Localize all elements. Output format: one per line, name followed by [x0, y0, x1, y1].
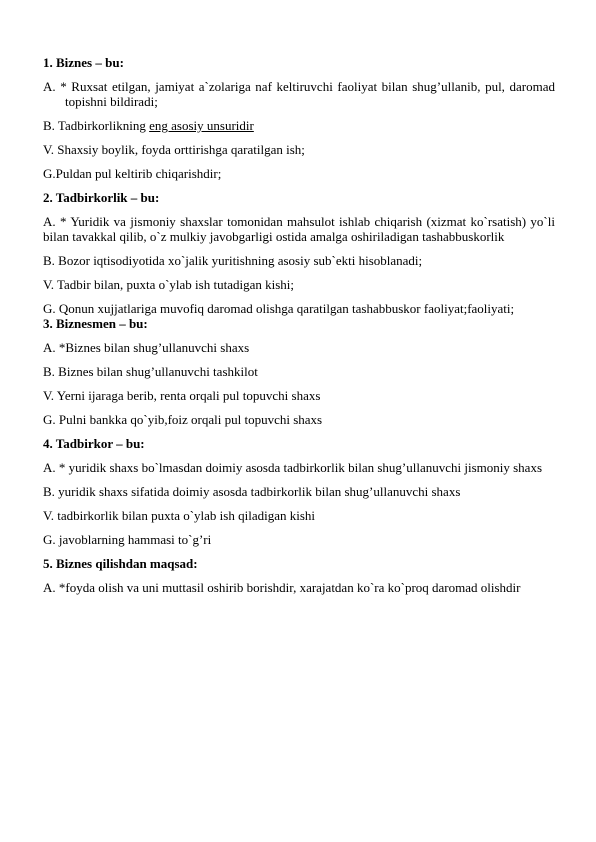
question-1-option-g: G.Puldan pul keltirib chiqarishdir;	[43, 166, 222, 181]
question-5-option-a: A. *foyda olish va uni muttasil oshirib borishdir, xarajatdan ko`ra ko`proq daromad olishdir	[43, 580, 521, 595]
question-3-option-a: A. *Biznes bilan shug’ullanuvchi shaxs	[43, 340, 250, 355]
question-1-option-a-text: A. * Ruxsat etilgan, jamiyat a`zolariga naf keltiruvchi faoliyat bilan shug’ullanib, pul, daromad	[43, 79, 555, 94]
question-3-option-b: B. Biznes bilan shug’ullanuvchi tashkilot	[43, 364, 258, 379]
question-2-title: 2. Tadbirkorlik – bu:	[43, 190, 160, 205]
question-2-option-v: V. Tadbir bilan, puxta o`ylab ish tutadigan kishi;	[43, 277, 294, 292]
question-3-option-v: V. Yerni ijaraga berib, renta orqali pul topuvchi shaxs	[43, 388, 321, 403]
question-1-option-a	[43, 79, 555, 109]
question-4-option-a: A. * yuridik shaxs bo`lmasdan doimiy asosda tadbirkorlik bilan shug’ullanuvchi jismoniy shaxs	[43, 460, 543, 475]
question-2-option-a: A. * Yuridik va jismoniy shaxslar tomonidan mahsulot ishlab chiqarish (xizmat ko`rsatish) yo`li bilan tavakkal qilib, o`z mulkiy javobgarligi ostida amalga oshiriladigan tashabbuskorlik	[43, 214, 555, 244]
question-4-option-b: B. yuridik shaxs sifatida doimiy asosda tadbirkorlik bilan shug’ullanuvchi shaxs	[43, 484, 461, 499]
question-5-title: 5. Biznes qilishdan maqsad:	[43, 556, 198, 571]
document-page	[43, 55, 555, 604]
question-1-option-v: V. Shaxsiy boylik, foyda orttirishga qaratilgan ish;	[43, 142, 305, 157]
question-4-title: 4. Tadbirkor – bu:	[43, 436, 145, 451]
question-4-option-g: G. javoblarning hammasi to`g’ri	[43, 532, 212, 547]
question-3-option-g: G. Pulni bankka qo`yib,foiz orqali pul topuvchi shaxs	[43, 412, 323, 427]
question-1-option-b-underlined: eng asosiy unsuridir	[149, 118, 254, 133]
question-2-option-g: G. Qonun xujjatlariga muvofiq daromad olishga qaratilgan tashabbuskor faoliyat;faoliyati;	[43, 301, 515, 316]
question-2-option-b: B. Bozor iqtisodiyotida xo`jalik yuritishning asosiy sub`ekti hisoblanadi;	[43, 253, 423, 268]
question-1-option-b	[43, 118, 555, 133]
question-1-title: 1. Biznes – bu:	[43, 55, 124, 70]
question-1-option-a-continuation: topishni bildiradi;	[65, 94, 158, 109]
question-3-title: 3. Biznesmen – bu:	[43, 316, 148, 331]
question-1-option-b-prefix: B. Tadbirkorlikning	[43, 118, 150, 133]
question-4-option-v: V. tadbirkorlik bilan puxta o`ylab ish qiladigan kishi	[43, 508, 316, 523]
